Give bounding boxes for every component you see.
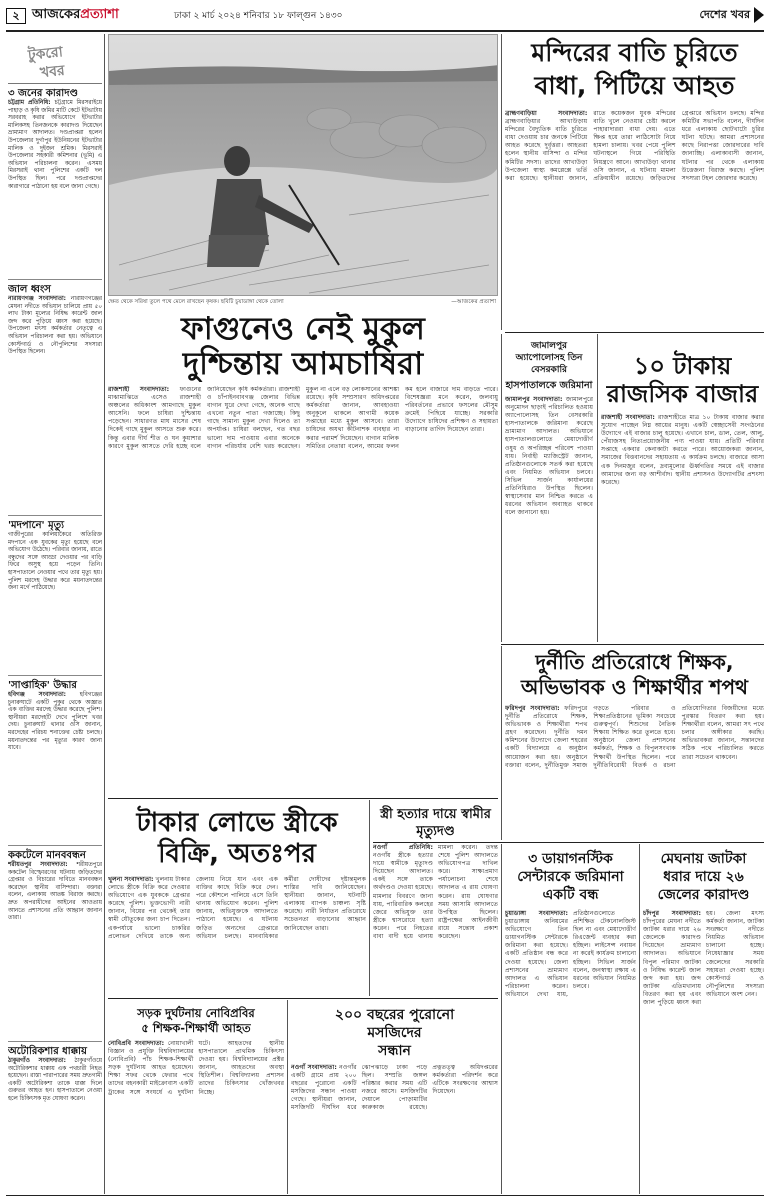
jatka-headline-c: জেলের কারাদণ্ড	[657, 887, 750, 903]
bazar-headline-a: ১০ টাকায়	[633, 352, 732, 380]
accident-byline: নোবিপ্রবি সংবাদদাতা:	[108, 1040, 165, 1047]
hospital-story	[505, 334, 593, 642]
wife-story	[108, 800, 366, 996]
diagnostic-story	[505, 844, 636, 1194]
diagnostic-headline-c: একটি বন্ধ	[542, 887, 599, 903]
wife-byline: খুলনা সংবাদদাতা:	[108, 876, 154, 883]
sidebar-item-title: 'মদপানে' মৃত্যু	[8, 520, 65, 531]
column-divider	[501, 646, 502, 840]
photo-caption	[108, 298, 498, 308]
page-header	[6, 6, 764, 28]
sidebar-item-byline: নারায়ণগঞ্জ সংবাদদাতা:	[8, 296, 66, 302]
rule	[505, 332, 764, 333]
jatka-body: চাঁদপুরের মেঘনা নদীতে জাটকা ধরার দায়ে ২৬ জেলেকে কারাদণ্ড দিয়েছেন ভ্রাম্যমাণ আদালত। অভিযানে বিপুল পরিমাণ জাটকা ও নিষিদ্ধ কারেন্ট জাল জব্দ করা হয়। জব্দ জাটকা এতিমখানায় বিতরণ করা হয় এবং জাল পুড়িয়ে ধ্বংস করা হয়। জেলা মৎস্য কর্মকর্তা জানান, জাটকা সংরক্ষণে নদীতে নিয়মিত অভিযান চালানো হচ্ছে। নিষেধাজ্ঞার সময় জেলেদের সরকারি সহায়তা দেওয়া হচ্ছে। কোস্টগার্ড ও নৌপুলিশের সদস্যরা অভিযানে অংশ নেন।	[643, 910, 764, 1007]
column-divider	[501, 34, 502, 330]
sidebar-item	[8, 516, 102, 676]
oath-byline: ফরিদপুর সংবাদদাতা:	[505, 705, 560, 712]
wife-body: খুলনায় টাকার লোভে স্ত্রীকে বিক্রি করে দেওয়ার অভিযোগে এক যুবককে গ্রেপ্তার করেছে পুলিশ। ভুক্তভোগী নারী জানান, বিয়ের পর থেকেই তার স্বামী যৌতুকের জন্য চাপ দিতেন। একপর্যায়ে ভালো চাকরির প্রলোভন দেখিয়ে তাকে অন্য জেলায় নিয়ে যান এবং এক ব্যক্তির কাছে বিক্রি করে দেন। পরে কৌশলে পালিয়ে এসে তিনি থানায় অভিযোগ করেন। পুলিশ জানায়, অভিযুক্তকে আদালতে পাঠানো হয়েছে। এ ঘটনায় জড়িত অন্যদের গ্রেপ্তারে অভিযান চলছে। মানবাধিকার কর্মীরা দোষীদের দৃষ্টান্তমূলক শাস্তির দাবি জানিয়েছেন। স্থানীয়রা জানান, ঘটনাটি এলাকায় ব্যাপক চাঞ্চল্য সৃষ্টি করেছে। নারী নির্যাতন প্রতিরোধে সচেতনতা বাড়ানোর আহ্বান জানিয়েছেন তারা।	[108, 876, 366, 940]
page-number: ২	[6, 8, 26, 24]
sidebar-divider	[104, 34, 105, 1194]
column-divider	[501, 844, 502, 1194]
oath-headline-a: দুর্নীতি প্রতিরোধে শিক্ষক,	[535, 650, 734, 674]
mosque-headline-b: মসজিদের	[367, 1025, 422, 1041]
jatka-byline: চাঁদপুর সংবাদদাতা:	[643, 910, 701, 917]
sidebar-item-title: জাল ধ্বংস	[8, 284, 51, 295]
diagnostic-headline-a: ৩ ডায়াগনস্টিক	[528, 851, 613, 867]
masthead-logo	[32, 7, 119, 23]
header-rule	[6, 30, 764, 32]
sidebar-item	[8, 676, 102, 846]
accident-headline-b: ৫ শিক্ষক-শিক্ষার্থী আহত	[141, 1021, 251, 1035]
sidebar-item-title: অটোরিকশার ধাক্কায়	[8, 1046, 87, 1057]
sidebar-item-title: 'সাপ্তাহিক' উদ্ধার	[8, 680, 77, 691]
temple-story	[505, 34, 764, 330]
masthead-brand-a: আজকের	[32, 7, 81, 22]
dateline: ঢাকা ২ মার্চ ২০২৪ শনিবার ১৮ ফাল্গুন ১৪৩০	[174, 11, 343, 21]
bazar-body: রাজশাহীতে মাত্র ১০ টাকায় বাজার করার সুযোগ পাচ্ছেন নিম্ন আয়ের মানুষ। একটি স্বেচ্ছাসেবী সংগঠনের উদ্যোগে এই বাজার চালু হয়েছে। এখানে চাল, ডাল, তেল, আলু, পেঁয়াজসহ নিত্যপ্রয়োজনীয় পণ্য পাওয়া যায়। প্রতিটি পরিবার সপ্তাহে একবার কেনাকাটা করতে পারে। আয়োজকরা জানান, সমাজের বিত্তবানদের সহায়তায় এ কার্যক্রম চলছে। বাজারে আসা এক দিনমজুর বলেন, দ্রব্যমূল্যের ঊর্ধ্বগতির সময়ে এই বাজার আমাদের জন্য বড় আশীর্বাদ। স্থানীয় প্রশাসনও উদ্যোগটির প্রশংসা করেছে।	[601, 414, 764, 486]
temple-body: ব্রাহ্মণবাড়িয়ার আখাউড়ায় মন্দিরের বৈদ্যুতিক বাতি চুরিতে বাধা দেওয়ায় চার জনকে পিটিয়ে আহত করেছে দুর্বৃত্তরা। আহতরা হলেন স্থানীয় বাসিন্দা ও মন্দির কমিটির সদস্য। তাদের আখাউড়া উপজেলা স্বাস্থ্য কমপ্লেক্সে ভর্তি করা হয়েছে। স্থানীয়রা জানান, রাতে কয়েকজন যুবক মন্দিরের বাতি খুলে নেওয়ার চেষ্টা করলে পাহারাদাররা বাধা দেয়। এতে ক্ষিপ্ত হয়ে তারা লাঠিসোটা নিয়ে হামলা চালায়। খবর পেয়ে পুলিশ ঘটনাস্থলে গিয়ে পরিস্থিতি নিয়ন্ত্রণে আনে। আখাউড়া থানার ওসি জানান, এ ঘটনায় মামলা প্রক্রিয়াধীন রয়েছে। জড়িতদের গ্রেপ্তারে অভিযান চলছে। মন্দির কমিটির সভাপতি বলেন, দীর্ঘদিন ধরে এলাকায় ছোটখাটো চুরির ঘটনা ঘটছে। আমরা প্রশাসনের কাছে নিরাপত্তা জোরদারের দাবি জানাচ্ছি। এলাকাবাসী জানান, ঘটনার পর থেকে এলাকায় উত্তেজনা বিরাজ করছে। পুলিশ সদস্যরা টহল জোরদার করেছে।	[505, 110, 764, 182]
oath-headline-b: অভিভাবক ও শিক্ষার্থীর শপথ	[521, 675, 748, 699]
bazar-story	[601, 334, 764, 642]
column-divider	[287, 1000, 288, 1194]
sidebar-item-title: ৩ জনের কারাদণ্ড	[8, 88, 78, 99]
hospital-body: জামালপুরে অনুমোদন ছাড়াই পরিচালিত হওয়ায় অ্যাপোলোসহ তিন বেসরকারি হাসপাতালকে জরিমানা করেছে ভ্রাম্যমাণ আদালত। অভিযানে হাসপাতালগুলোতে মেয়াদোত্তীর্ণ ওষুধ ও অপরিচ্ছন্ন পরিবেশ পাওয়া যায়। নির্বাহী ম্যাজিস্ট্রেট জানান, প্রতিষ্ঠানগুলোকে সতর্ক করা হয়েছে এবং নিয়মিত অভিযান চলবে। সিভিল সার্জন কার্যালয়ের প্রতিনিধিরাও উপস্থিত ছিলেন। স্বাস্থ্যসেবার মান নিশ্চিত করতে এ ধরনের অভিযান অব্যাহত থাকবে বলে জানানো হয়।	[505, 396, 593, 517]
sidebar-item-byline: চট্টগ্রাম প্রতিনিধি:	[8, 100, 51, 106]
sidebar-item-text: হবিগঞ্জের চুনারুঘাটে একটি পুকুর থেকে অজ্ঞাত এক ব্যক্তির মরদেহ উদ্ধার করেছে পুলিশ। স্থানীয়রা মরদেহটি দেখে পুলিশে খবর দেয়। চুনারুঘাট থানার ওসি জানান, মরদেহের পরিচয় শনাক্তের চেষ্টা চলছে। ময়নাতদন্তের পর মৃত্যুর কারণ জানা যাবে।	[8, 692, 102, 752]
photo-credit: —আজকের প্রত্যাশা	[451, 299, 496, 305]
jatka-story	[643, 844, 764, 1194]
accident-story	[108, 1000, 284, 1194]
sidebar-logo	[8, 34, 102, 84]
mango-body	[108, 386, 498, 794]
accident-body: নোয়াখালী বিজ্ঞান ও প্রযুক্তি বিশ্ববিদ্যালয়ের (নোবিপ্রবি) পাঁচ শিক্ষক-শিক্ষার্থী সড়ক দুর্ঘটনায় আহত হয়েছেন। শিক্ষা সফর থেকে ফেরার পথে তাদের বহনকারী মাইক্রোবাস একটি ট্রাকের সঙ্গে সংঘর্ষে এ দুর্ঘটনা ঘটে। আহতদের স্থানীয় হাসপাতালে প্রাথমিক চিকিৎসা দেওয়া হয়। বিশ্ববিদ্যালয়ের প্রক্টর জানান, আহতদের অবস্থা স্থিতিশীল। বিশ্ববিদ্যালয় প্রশাসন তাদের চিকিৎসার খোঁজখবর নিচ্ছে।	[108, 1040, 284, 1096]
oath-body: ফরিদপুরে দুর্নীতি প্রতিরোধে শিক্ষক, অভিভাবক ও শিক্ষার্থীরা শপথ গ্রহণ করেছেন। দুর্নীতি দমন কমিশনের উদ্যোগে জেলা শহরের একটি বিদ্যালয়ে এ অনুষ্ঠান আয়োজন করা হয়। অনুষ্ঠানে বক্তারা বলেন, দুর্নীতিমুক্ত সমাজ গড়তে পরিবার ও শিক্ষাপ্রতিষ্ঠানের ভূমিকা সবচেয়ে গুরুত্বপূর্ণ। শিশুদের নৈতিক শিক্ষায় শিক্ষিত করে তুলতে হবে। অনুষ্ঠানে জেলা প্রশাসনের কর্মকর্তা, শিক্ষক ও বিপুলসংখ্যক শিক্ষার্থী উপস্থিত ছিলেন। পরে দুর্নীতিবিরোধী বিতর্ক ও রচনা প্রতিযোগিতার বিজয়ীদের মধ্যে পুরস্কার বিতরণ করা হয়। শিক্ষার্থীরা বলেন, আমরা সৎ পথে চলার অঙ্গীকার করছি। অভিভাবকরা জানান, সন্তানদের সঠিক পথে পরিচালিত করতে তারা সচেতন থাকবেন।	[505, 705, 764, 769]
mosque-headline-a: ২০০ বছরের পুরোনো	[334, 1007, 455, 1023]
mango-byline: রাজশাহী সংবাদদাতা:	[108, 386, 170, 393]
sidebar-item	[8, 846, 102, 1042]
hospital-kicker	[505, 340, 593, 376]
footer-rule	[6, 1195, 764, 1196]
murder-byline: নওগাঁ প্রতিনিধি:	[373, 844, 433, 851]
diagnostic-byline: চুয়াডাঙ্গা সংবাদদাতা:	[505, 910, 568, 917]
jatka-headline-a: মেঘনায় জাটকা	[660, 851, 747, 867]
murder-story	[373, 800, 498, 996]
diagnostic-body: চুয়াডাঙ্গায় অনিয়মের অভিযোগে তিন ডায়াগনস্টিক সেন্টারকে জরিমানা করা হয়েছে। একটি প্রতিষ্ঠান বন্ধ করে দেওয়া হয়েছে। জেলা প্রশাসনের ভ্রাম্যমাণ আদালত এ অভিযান পরিচালনা করেন। অভিযানে দেখা যায়, প্রতিষ্ঠানগুলোতে প্রশিক্ষিত টেকনোলজিস্ট ছিল না এবং মেয়াদোত্তীর্ণ রিএজেন্ট ব্যবহার করা হচ্ছিল। লাইসেন্স নবায়ন না করেই কার্যক্রম চালানো হচ্ছিল। সিভিল সার্জন বলেন, জনস্বাস্থ্য রক্ষায় এ ধরনের অভিযান নিয়মিত চলবে।	[505, 910, 636, 998]
mango-headline-b: দুশ্চিন্তায় আমচাষিরা	[182, 346, 424, 382]
sidebar-item	[8, 1042, 102, 1190]
hospital-kicker-a: জামালপুর	[530, 341, 568, 351]
column-divider	[639, 844, 640, 1194]
column-divider	[597, 334, 598, 642]
wife-headline-b: বিক্রি, অতঃপর	[158, 839, 316, 869]
sidebar-item-byline: শরীয়তপুর সংবাদদাতা:	[8, 862, 68, 868]
sidebar-item	[8, 84, 102, 280]
murder-body: নওগাঁয় স্ত্রীকে হত্যার দায়ে স্বামীকে মৃত্যুদণ্ড দিয়েছেন আদালত। একই সঙ্গে তাকে অর্থদণ্ডও দেওয়া হয়েছে। মামলার বিবরণে জানা যায়, পারিবারিক কলহের জেরে অভিযুক্ত তার স্ত্রীকে শ্বাসরোধে হত্যা করেন। পরে নিহতের বাবা বাদী হয়ে থানায় মামলা করেন। তদন্ত শেষে পুলিশ আদালতে অভিযোগপত্র দাখিল করে। সাক্ষ্যপ্রমাণ পর্যালোচনা শেষে আদালত এ রায় ঘোষণা করেন। রায় ঘোষণার সময় আসামি আদালতে উপস্থিত ছিলেন। রাষ্ট্রপক্ষের আইনজীবী রায়ে সন্তোষ প্রকাশ করেছেন।	[373, 844, 498, 941]
temple-byline: ব্রাহ্মণবাড়িয়া সংবাদদাতা:	[505, 110, 588, 117]
temple-headline: মন্দিরের বাতি চুরিতে বাধা, পিটিয়ে আহত	[531, 38, 738, 100]
rule	[501, 644, 764, 645]
section-arrow-icon	[754, 7, 764, 23]
mosque-headline-c: সন্ধান	[378, 1043, 411, 1059]
hospital-kicker-b: অ্যাপোলোসহ তিন বেসরকারি	[515, 353, 583, 375]
rule	[108, 998, 498, 999]
sidebar-item-text: ঠাকুরগাঁওয়ে অটোরিকশার ধাক্কায় এক পথচারী নিহত হয়েছেন। রাস্তা পারাপারের সময় দ্রুতগামী একটি অটোরিকশা তাকে ধাক্কা দিলে গুরুতর আহত হন। হাসপাতালে নেওয়া হলে চিকিৎসক মৃত ঘোষণা করেন।	[8, 1058, 102, 1102]
diagnostic-headline-b: সেন্টারকে জরিমানা	[517, 869, 624, 885]
hospital-headline: হাসপাতালকে জরিমানা	[505, 380, 593, 391]
sidebar-item-text: শরীয়তপুরে ককটেল বিস্ফোরণের ঘটনায় জড়িতদের গ্রেপ্তার ও বিচারের দাবিতে মানববন্ধন করেছেন স্থানীয় বাসিন্দারা। বক্তারা বলেন, এলাকায় আতঙ্ক বিরাজ করছে। দ্রুত অপরাধীদের আইনের আওতায় আনতে প্রশাসনের প্রতি আহ্বান জানান তারা।	[8, 862, 102, 922]
sidebar-item-text: চট্টগ্রামে মিরসরাইয়ে পাহাড় ও কৃষি জমির মাটি কেটে ইটভাটায় সরবরাহ করার অভিযোগে ইটভাটার মালিকসহ তিনজনকে কারাদণ্ড দিয়েছেন ভ্রাম্যমাণ আদালত। দণ্ডপ্রাপ্তরা হলেন উপজেলার দুর্গাপুর ইউনিয়নের ইটভাটার মালিক ও দুইজন শ্রমিক। মিরসরাই উপজেলার সহকারী কমিশনার (ভূমি) এ অভিযান পরিচালনা করেন। এসময় মিরসরাই থানা পুলিশের একটি দল উপস্থিত ছিল। পরে দণ্ডপ্রাপ্তদের কারাগারে পাঠানো হয় বলে জানা গেছে।	[8, 100, 102, 190]
main-photo	[108, 34, 498, 296]
sidebar-logo-a: টুকরো	[27, 44, 64, 64]
section-label	[700, 6, 764, 24]
hospital-byline: জামালপুর সংবাদদাতা:	[505, 396, 563, 403]
mosque-byline: নওগাঁ সংবাদদাতা:	[291, 1064, 337, 1071]
section-title: দেশের খবর	[699, 8, 750, 21]
mosque-story	[291, 1000, 498, 1194]
jatka-headline-b: ধরার দায়ে ২৬	[663, 869, 744, 885]
oath-story	[505, 646, 764, 840]
farmer-photo-illustration	[109, 35, 498, 296]
sidebar	[8, 34, 102, 1194]
bazar-byline: রাজশাহী সংবাদদাতা:	[601, 414, 655, 421]
sidebar-item-text: গাজীপুরের কালিয়াকৈরে অতিরিক্ত মদপানে এক যুবকের মৃত্যু হয়েছে বলে অভিযোগ উঠেছে। পরিবার জানায়, রাতে বন্ধুদের সঙ্গে আড্ডা দেওয়ার পর বাড়ি ফিরে অসুস্থ হয়ে পড়েন তিনি। হাসপাতালে নেওয়ার পথে তার মৃত্যু হয়। পুলিশ মরদেহ উদ্ধার করে ময়নাতদন্তের জন্য মর্গে পাঠিয়েছে।	[8, 532, 102, 592]
wife-headline-a: টাকার লোভে স্ত্রীকে	[136, 808, 338, 838]
sidebar-item	[8, 280, 102, 516]
rule	[373, 842, 764, 843]
mango-headline	[108, 312, 498, 382]
bazar-headline-b: রাজসিক বাজার	[606, 380, 759, 408]
mosque-body: নওগাঁর একটি গ্রামে প্রায় ২০০ বছরের পুরোনো একটি মসজিদের সন্ধান পাওয়া গেছে। স্থানীয়রা জানান, মসজিদটি দীর্ঘদিন ধরে ঝোপঝাড়ে ঢাকা পড়ে ছিল। সম্প্রতি জঙ্গল পরিষ্কার করার সময় এটি নজরে আসে। মসজিদটির দেয়ালে পোড়ামাটির কারুকাজ রয়েছে। প্রত্নতত্ত্ব অধিদপ্তরের কর্মকর্তারা পরিদর্শন করে এটিকে সংরক্ষণের আশ্বাস দিয়েছেন।	[291, 1064, 498, 1112]
accident-headline-a: সড়ক দুর্ঘটনায় নোবিপ্রবির	[137, 1006, 255, 1020]
mango-headline-a: ফাগুনেও নেই মুকুল	[181, 312, 425, 347]
mango-text: ফাগুনের মাঝামাঝিতে এসেও রাজশাহী অঞ্চলের অধিকাংশ আমগাছে মুকুল আসেনি। ফলে চাষিরা দুশ্চিন্তায় পড়েছেন। সাধারণত মাঘ মাসের শেষ দিকেই গাছে মুকুল আসতে শুরু করে। কিন্তু এবার দীর্ঘ শীত ও ঘন কুয়াশার কারণে মুকুল আসতে দেরি হচ্ছে বলে জানিয়েছেন কৃষি কর্মকর্তারা। রাজশাহী ও চাঁপাইনবাবগঞ্জ জেলার বিভিন্ন বাগান ঘুরে দেখা গেছে, অনেক গাছে এখনো নতুন পাতা গজাচ্ছে। কিছু গাছে সামান্য মুকুল দেখা দিলেও তা অপর্যাপ্ত। চাষিরা বলছেন, গত বছর ভালো দাম পাওয়ায় এবার অনেকে বাগান পরিচর্যায় বেশি খরচ করেছেন। মুকুল না এলে বড় লোকসানের আশঙ্কা রয়েছে। কৃষি সম্প্রসারণ অধিদপ্তরের কর্মকর্তারা জানান, আবহাওয়া অনুকূলে থাকলে আগামী কয়েক সপ্তাহের মধ্যে মুকুল আসবে। তারা চাষিদের অযথা কীটনাশক ব্যবহার না করার পরামর্শ দিয়েছেন। বাগান মালিক সমিতির নেতারা বলেন, আমের ফলন কম হলে বাজারে দাম বাড়তে পারে। বিশেষজ্ঞরা মনে করেন, জলবায়ু পরিবর্তনের প্রভাবে ফসলের মৌসুম ক্রমেই পিছিয়ে যাচ্ছে। সরকারি উদ্যোগে চাষিদের প্রশিক্ষণ ও সহায়তা বাড়ানোর তাগিদ দিয়েছেন তারা।	[108, 386, 498, 450]
sidebar-logo-b: খবর	[39, 62, 66, 82]
photo-caption-text: ক্ষেত থেকে সরিষা তুলে পথে মেলে রাখছেন কৃষক। ছবিটি চুয়াডাঙ্গা থেকে তোলা	[108, 299, 284, 305]
sidebar-item-byline: হবিগঞ্জ সংবাদদাতা:	[8, 692, 66, 698]
sidebar-item-title: ককটেলে মানববন্ধন	[8, 850, 86, 861]
rule	[108, 798, 498, 799]
column-divider	[501, 334, 502, 642]
sidebar-item-text: নারায়ণগঞ্জের মেঘনা নদীতে অভিযান চালিয়ে প্রায় ৫০ লাখ টাকা মূল্যের নিষিদ্ধ কারেন্ট জাল জব্দ করে পুড়িয়ে ধ্বংস করা হয়েছে। উপজেলা মৎস্য কর্মকর্তার নেতৃত্বে এ অভিযান পরিচালনা করা হয়। অভিযানে কোস্টগার্ড ও নৌপুলিশের সদস্যরা উপস্থিত ছিলেন।	[8, 296, 102, 356]
murder-headline: স্ত্রী হত্যার দায়ে স্বামীর মৃত্যুদণ্ড	[380, 807, 491, 839]
masthead-brand-b: প্রত্যাশা	[80, 7, 119, 22]
column-divider	[369, 800, 370, 996]
sidebar-item-byline: ঠাকুরগাঁও সংবাদদাতা:	[8, 1058, 66, 1064]
